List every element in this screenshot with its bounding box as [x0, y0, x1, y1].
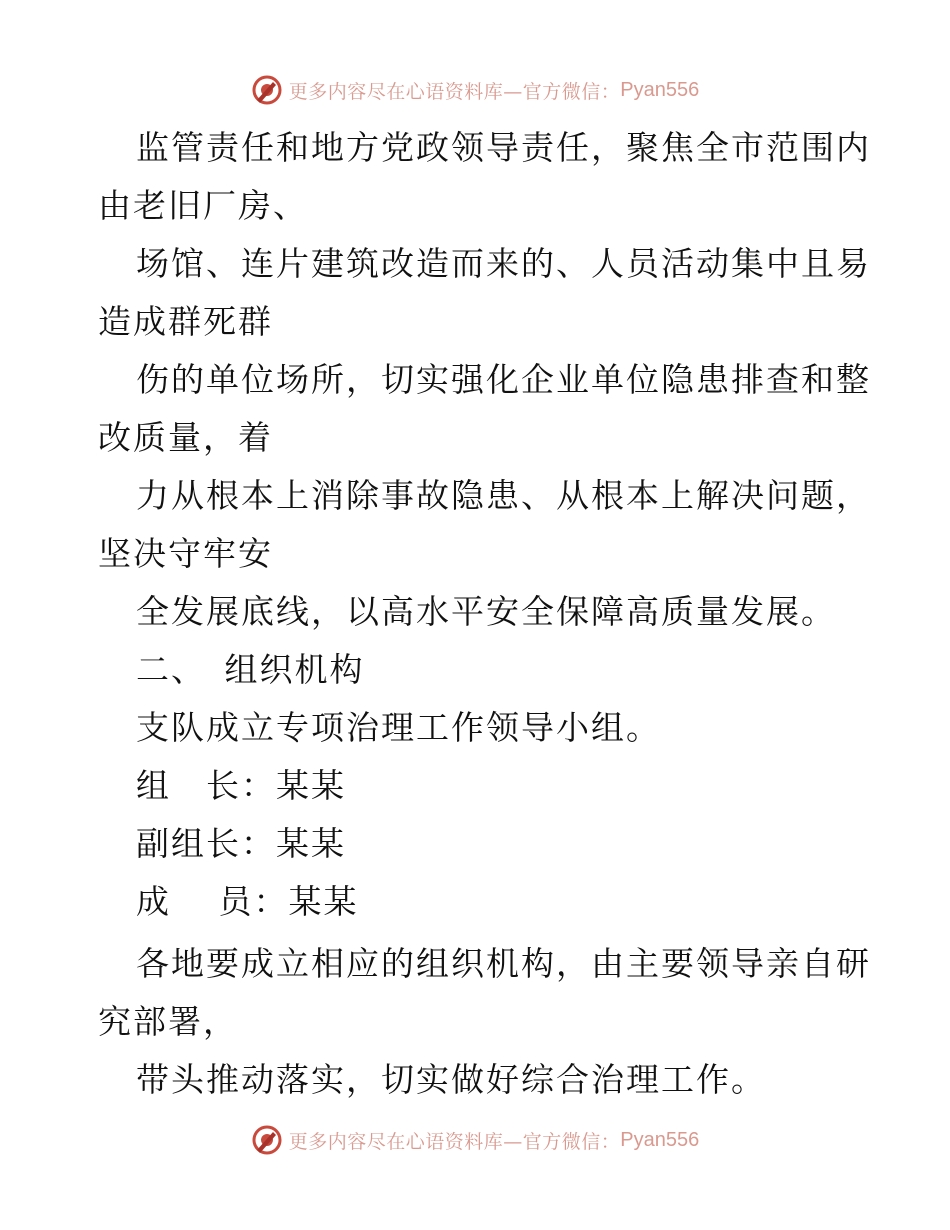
- header-watermark: [0, 70, 950, 110]
- watermark-text: 更多内容尽在心语资料库—官方微信：: [288, 80, 621, 103]
- paragraph-line: 造成群死群: [98, 302, 273, 341]
- watermark-text: 更多内容尽在心语资料库—官方微信：: [288, 1130, 621, 1153]
- paragraph-line: 场馆、连片建筑改造而来的、人员活动集中且易: [136, 244, 871, 283]
- paragraph-line: 力从根本上消除事故隐患、从根本上解决问题，: [136, 476, 871, 515]
- red-circular-pen-logo-icon: [251, 1124, 283, 1156]
- section-heading: 二、 组织机构: [136, 650, 365, 689]
- paragraph-line: 带头推动落实，切实做好综合治理工作。: [136, 1060, 766, 1099]
- paragraph-line: 坚决守牢安: [98, 534, 273, 573]
- deputy-leader-line: 副组长：某某: [136, 824, 346, 863]
- paragraph-line: 由老旧厂房、: [98, 186, 308, 225]
- paragraph-line: 改质量，着: [98, 418, 273, 457]
- paragraph-line: 究部署，: [98, 1002, 238, 1041]
- paragraph-line: 全发展底线，以高水平安全保障高质量发展。: [136, 592, 836, 631]
- watermark-id: Pyan556: [620, 78, 700, 101]
- red-circular-pen-logo-icon: [251, 74, 283, 106]
- paragraph-line: 伤的单位场所，切实强化企业单位隐患排查和整: [136, 360, 871, 399]
- paragraph-line: 各地要成立相应的组织机构，由主要领导亲自研: [136, 944, 871, 983]
- paragraph-line: 支队成立专项治理工作领导小组。: [136, 708, 661, 747]
- leader-line: 组 长：某某: [136, 766, 346, 805]
- paragraph-line: 监管责任和地方党政领导责任，聚焦全市范围内: [136, 128, 871, 167]
- members-line: 成 员：某某: [136, 882, 359, 921]
- watermark-id: Pyan556: [620, 1128, 700, 1151]
- footer-watermark: [0, 1120, 950, 1160]
